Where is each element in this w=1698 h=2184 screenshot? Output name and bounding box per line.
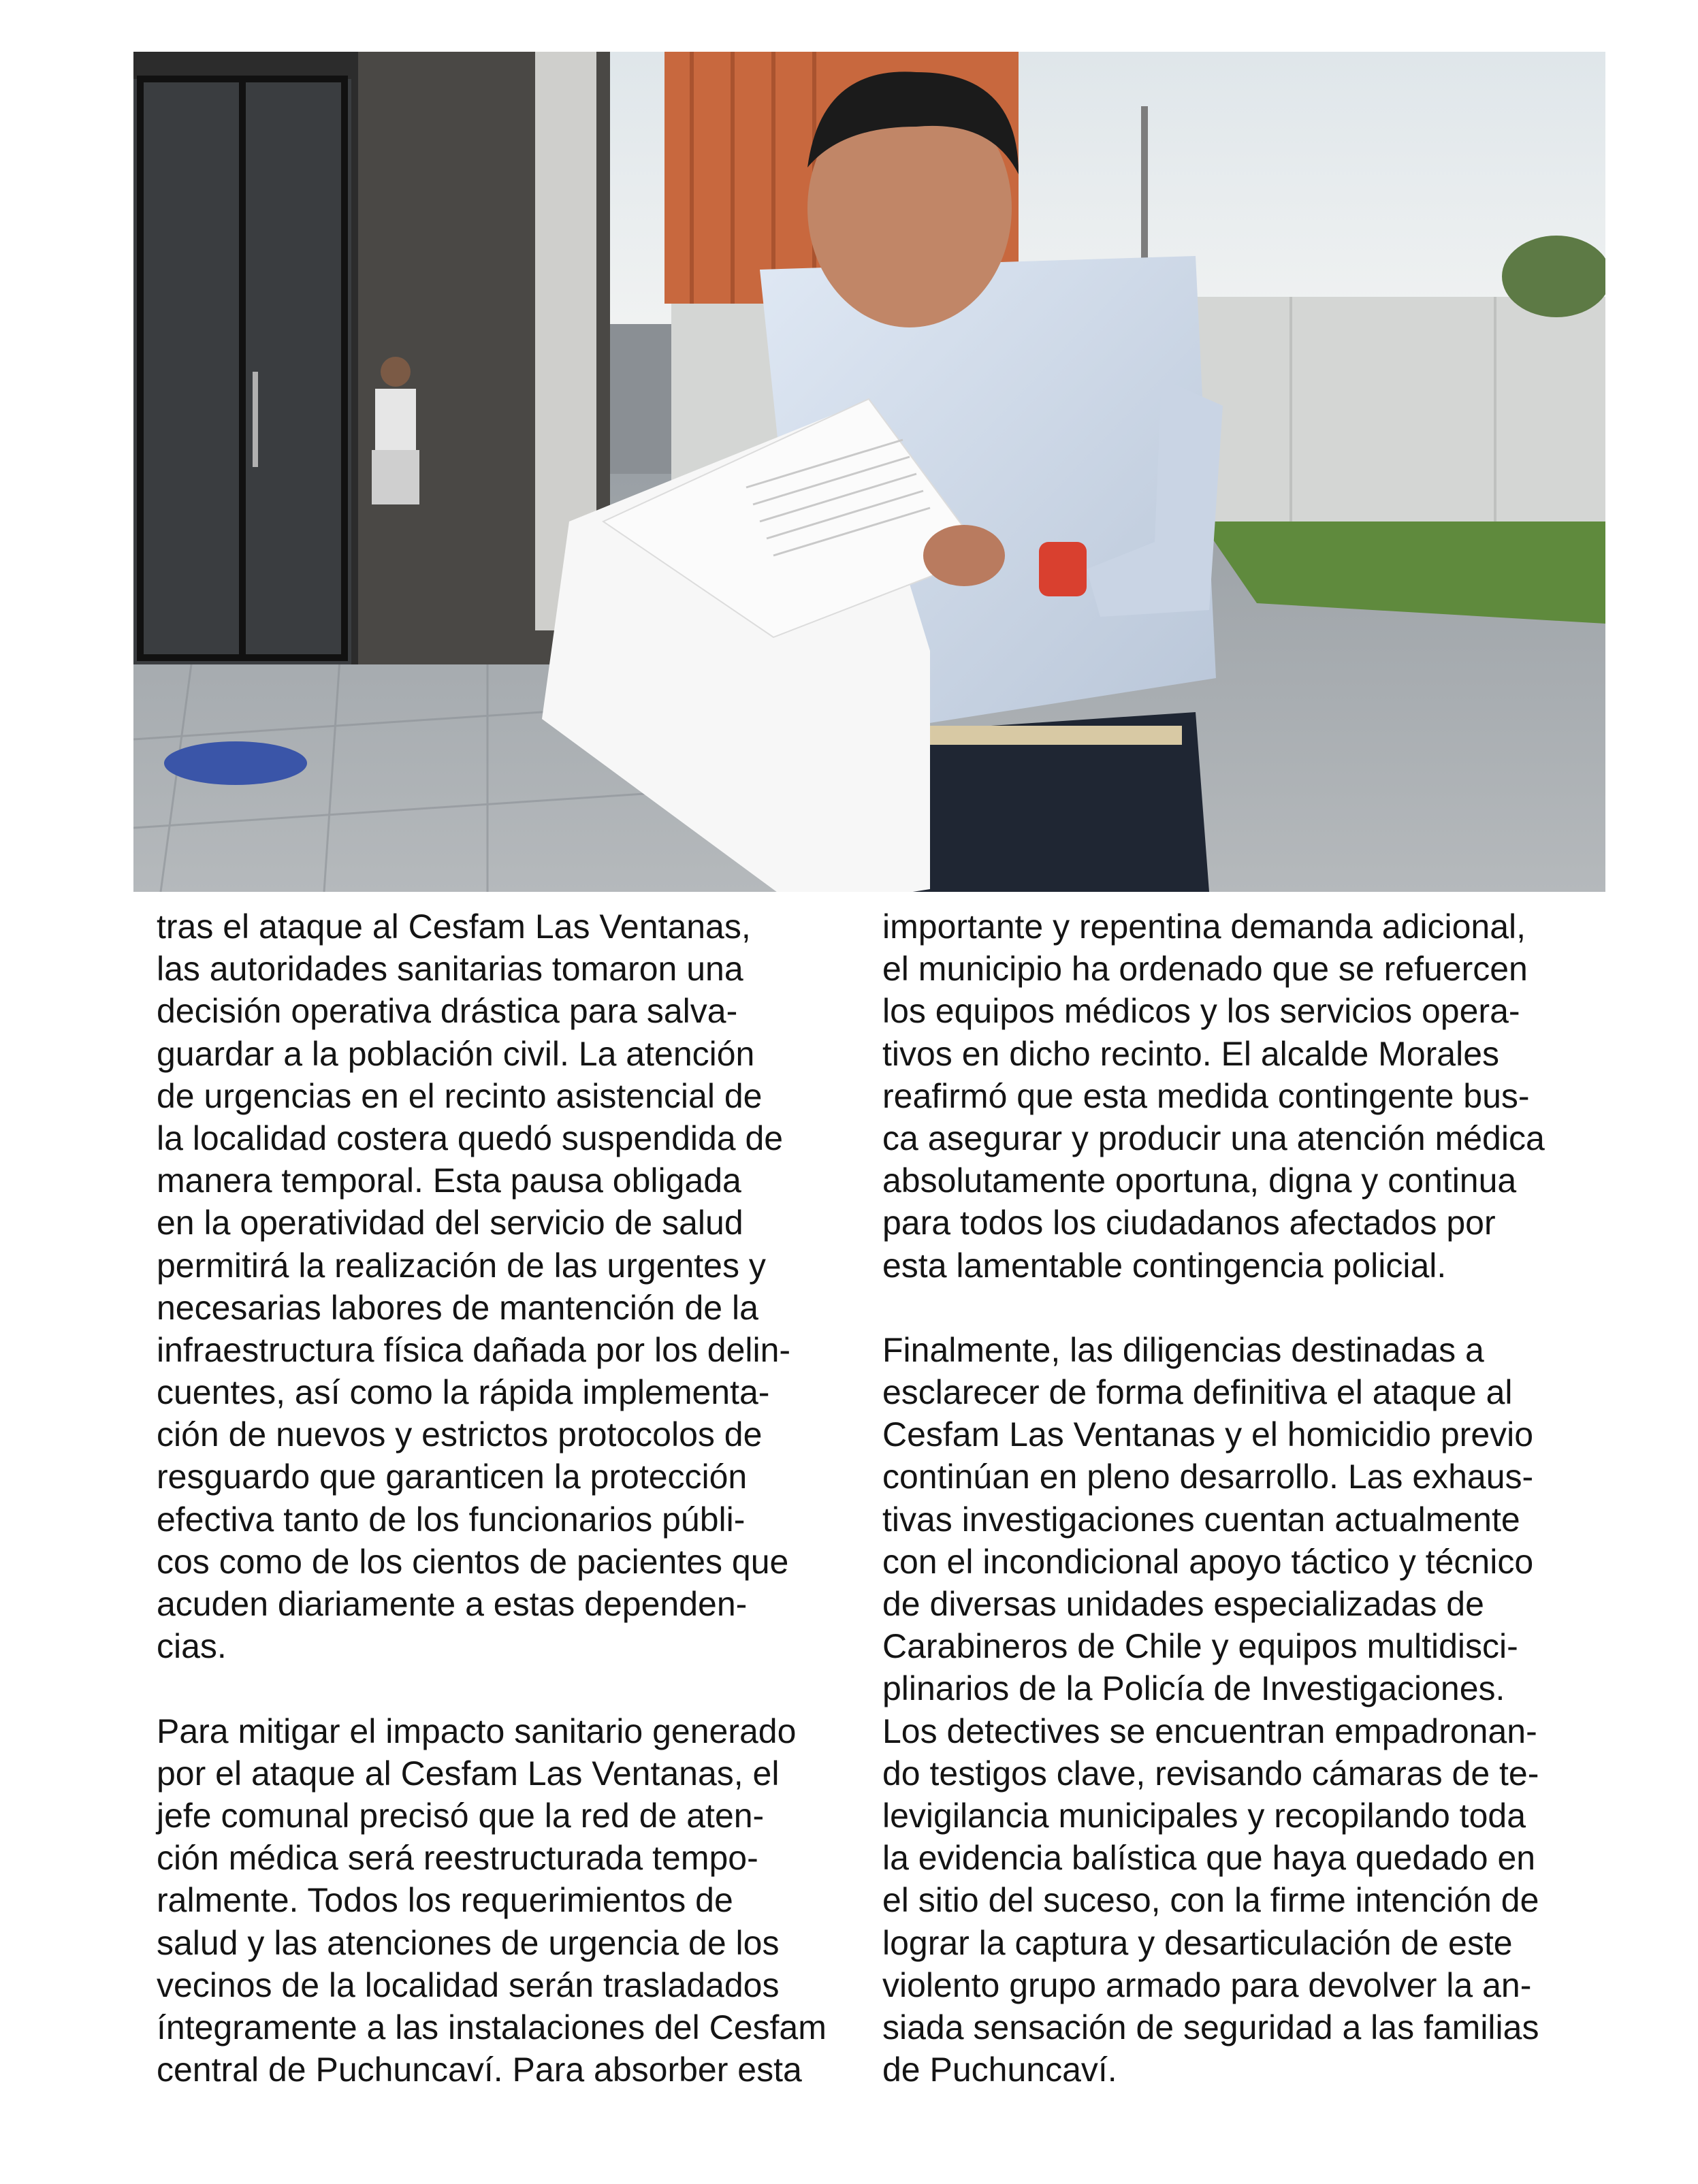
text-line: cuentes, así como la rápida implementa- [157,1373,770,1412]
paragraph-left-1 [157,905,851,1667]
paragraph-right-2 [882,1329,1604,2091]
text-line: central de Puchuncaví. Para absorber esta [157,2051,802,2089]
paragraph-spacer [157,1667,851,1709]
text-line: con el incondicional apoyo táctico y técnico [882,1542,1534,1581]
text-line: en la operatividad del servicio de salud [157,1204,743,1242]
text-line: guardar a la población civil. La atención [157,1034,755,1073]
text-line: Cesfam Las Ventanas y el homicidio previo [882,1415,1534,1454]
text-line: ralmente. Todos los requerimientos de [157,1881,733,1920]
paragraph-right-1 [882,905,1604,1287]
text-line: continúan en pleno desarrollo. Las exhaus- [882,1458,1534,1496]
text-line: Los detectives se encuentran empadronan- [882,1712,1537,1750]
text-line: infraestructura física dañada por los delin- [157,1330,791,1369]
text-line: do testigos clave, revisando cámaras de te- [882,1754,1539,1793]
text-line: lograr la captura y desarticulación de este [882,1923,1513,1962]
text-line: Para mitigar el impacto sanitario generado [157,1712,797,1750]
article-column-left [157,905,851,2091]
text-line: tivos en dicho recinto. El alcalde Morales [882,1034,1500,1073]
article-photo [133,52,1605,892]
text-line: los equipos médicos y los servicios opera- [882,992,1520,1031]
text-line: la localidad costera quedó suspendida de [157,1119,784,1157]
text-line: tras el ataque al Cesfam Las Ventanas, [157,908,751,946]
text-line: violento grupo armado para devolver la an- [882,1965,1532,2004]
paragraph-spacer [882,1287,1604,1329]
text-line: vecinos de la localidad serán trasladados [157,1965,780,2004]
text-line: ca asegurar y producir una atención médica [882,1119,1545,1157]
text-line: jefe comunal precisó que la red de aten- [157,1796,765,1835]
text-line: por el ataque al Cesfam Las Ventanas, el [157,1754,780,1793]
text-line: salud y las atenciones de urgencia de los [157,1923,780,1962]
text-line: esta lamentable contingencia policial. [882,1246,1447,1285]
text-line: el sitio del suceso, con la firme intención de [882,1881,1539,1920]
text-line: manera temporal. Esta pausa obligada [157,1161,741,1200]
article-column-right [882,905,1604,2091]
text-line: esclarecer de forma definitiva el ataque al [882,1373,1513,1412]
paragraph-left-2 [157,1710,851,2091]
text-line: acuden diariamente a estas dependen- [157,1585,748,1623]
text-line: cos como de los cientos de pacientes que [157,1542,789,1581]
text-line: efectiva tanto de los funcionarios públi- [157,1500,746,1539]
text-line: resguardo que garanticen la protección [157,1458,748,1496]
text-line: de urgencias en el recinto asistencial de [157,1076,763,1115]
text-line: reafirmó que esta medida contingente bus- [882,1076,1530,1115]
text-line: Finalmente, las diligencias destinadas a [882,1330,1484,1369]
text-line: levigilancia municipales y recopilando toda [882,1796,1526,1835]
text-line: de Puchuncaví. [882,2051,1117,2089]
text-line: cias. [157,1627,227,1666]
text-line: Carabineros de Chile y equipos multidisci- [882,1627,1518,1666]
text-line: importante y repentina demanda adicional, [882,908,1526,946]
text-line: siada sensación de seguridad a las familias [882,2008,1539,2046]
text-line: tivas investigaciones cuentan actualmente [882,1500,1520,1539]
text-line: ción de nuevos y estrictos protocolos de [157,1415,763,1454]
text-line: plinarios de la Policía de Investigaciones. [882,1669,1505,1708]
text-line: íntegramente a las instalaciones del Cesfam [157,2008,827,2046]
text-line: para todos los ciudadanos afectados por [882,1204,1496,1242]
text-line: ción médica será reestructurada tempo- [157,1839,758,1878]
text-line: las autoridades sanitarias tomaron una [157,950,743,989]
text-line: el municipio ha ordenado que se refuercen [882,950,1528,989]
photo-icon [133,52,1605,892]
text-line: permitirá la realización de las urgentes y [157,1246,766,1285]
text-line: la evidencia balística que haya quedado en [882,1839,1536,1878]
text-line: decisión operativa drástica para salva- [157,992,738,1031]
text-line: de diversas unidades especializadas de [882,1585,1484,1623]
text-line: necesarias labores de mantención de la [157,1288,758,1327]
text-line: absolutamente oportuna, digna y continua [882,1161,1517,1200]
